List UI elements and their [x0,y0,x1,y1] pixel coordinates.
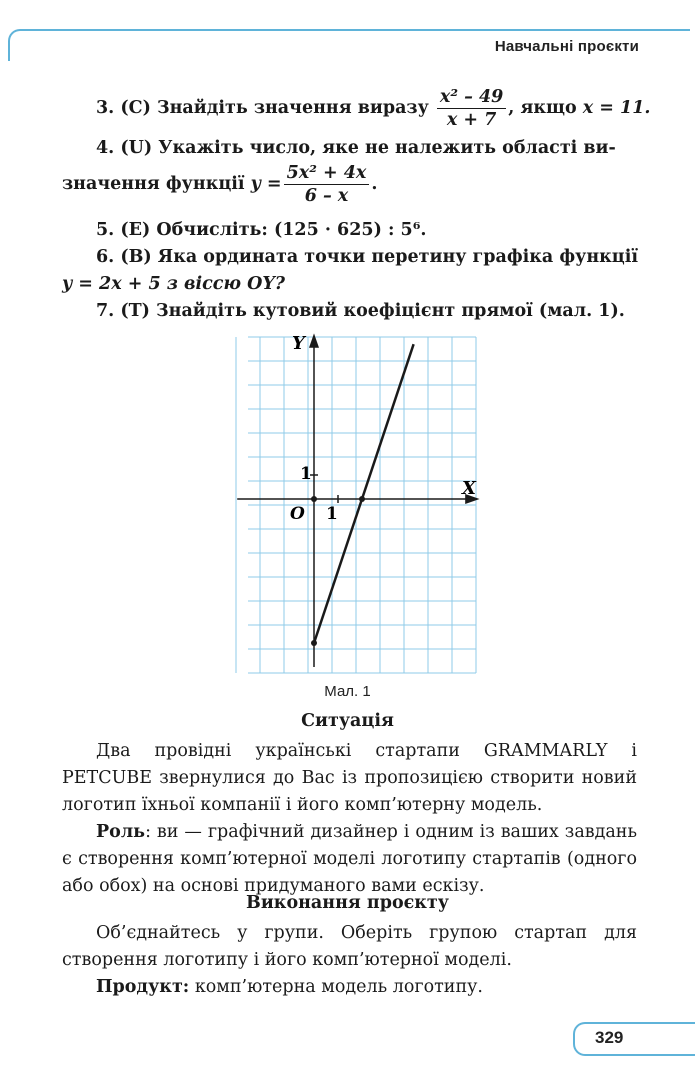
task-4-numerator: 5x² + 4x [284,162,370,185]
role-label: Роль [96,822,146,842]
task-4-line2 [62,162,377,207]
y-tick-label: 1 [300,464,312,484]
axes [237,333,479,667]
task-6-line2: y = 2x + 5 з віссю OY? [62,274,286,294]
task-4-end: . [371,174,378,194]
figure-caption: Мал. 1 [324,683,371,700]
task-4-line1: 4. (U) Укажіть число, яке не належить області ви- [96,138,616,158]
y-axis-arrow [309,333,319,347]
task-3-prefix: 3. (С) Знайдіть значення виразу [96,98,429,118]
graph-line [314,344,414,643]
task-5: 5. (Е) Обчисліть: (125 · 625) : 5⁶. [96,220,427,240]
task-4-denominator: 6 – x [304,186,349,206]
graph-point [311,496,317,502]
situation-paragraph: Два провідні українські стартапи GRAMMARLY і PETCUBE звернулися до Вас із пропозицією створити новий логотип їхньої компанії і його комп’ютерну модель. [62,741,637,815]
task-3-numerator: x² – 49 [437,86,506,109]
page-number-box [573,1022,695,1056]
graph-point [311,640,317,646]
page-number: 329 [595,1028,624,1047]
section-title: Навчальні проєкти [494,38,639,55]
task-4-y: y = [250,174,282,194]
task-3-suffix: , якщо [508,98,577,118]
task-3 [96,86,650,131]
line-graph [230,327,490,677]
y-axis-label: Y [292,333,305,354]
task-3-condition: x = 11. [582,98,651,118]
task-4-fraction [284,162,370,207]
task-7: 7. (Т) Знайдіть кутовий коефіцієнт прямої (мал. 1). [96,301,625,321]
product-paragraph [62,974,637,1001]
situation-heading: Ситуація [301,711,394,731]
execution-paragraph: Об’єднайтесь у групи. Оберіть групою стартап для створення логотипу і його комп’ютерної моделі. [62,923,637,970]
x-tick-label: 1 [326,504,338,524]
graph-point [359,496,365,502]
x-axis-label: X [462,478,476,499]
task-4-prefix: значення функції [62,174,245,194]
grid [236,337,476,673]
task-3-denominator: x + 7 [446,110,497,130]
product-text: комп’ютерна модель логотипу. [189,977,483,997]
origin-label: O [290,504,305,524]
role-text: : ви — графічний дизайнер і одним із ваших завдань є створення комп’ютерної моделі логотипу стартапів (одного або обох) на основі придуманого вами ескізу. [62,822,637,896]
task-3-fraction [437,86,506,131]
execution-heading: Виконання проєкту [246,893,449,913]
task-6-line1: 6. (В) Яка ордината точки перетину графіка функції [96,247,639,267]
product-label: Продукт: [96,977,190,997]
role-paragraph [62,819,637,900]
